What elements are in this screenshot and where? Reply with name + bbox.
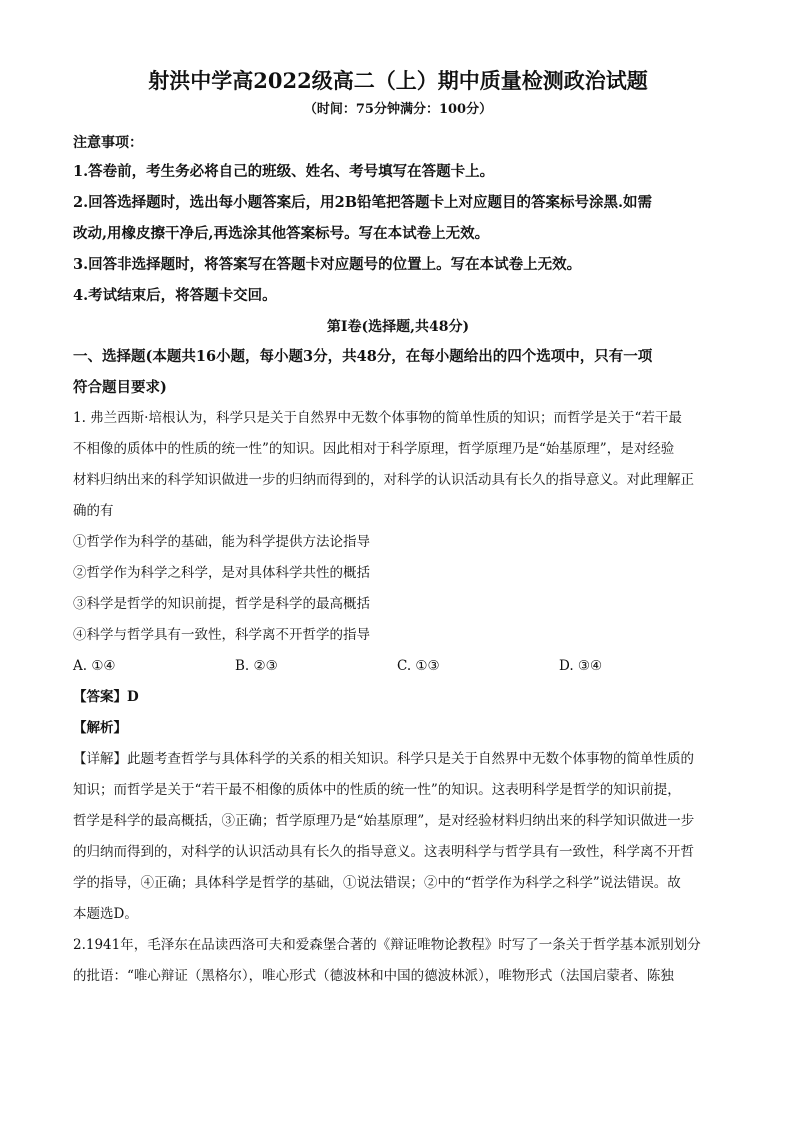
question-1: [73, 403, 723, 930]
question-stem-line: 不相像的质体中的性质的统一性”的知识。因此相对于科学原理，哲学原理乃是“始基原理”，是对经验: [73, 441, 675, 457]
notice-item: 1.答卷前，考生务必将自己的班级、姓名、考号填写在答题卡上。: [73, 163, 495, 180]
question-stem-line: 材料归纳出来的科学知识做进一步的归纳而得到的，对科学的认识活动具有长久的指导意义。对此理解正: [73, 472, 694, 488]
question-stem-line: 2.1941年，毛泽东在品读西洛可夫和爱森堡合著的《辩证唯物论教程》时写了一条关于哲学基本派别划分: [73, 937, 701, 953]
notice-heading: 注意事项：: [73, 135, 143, 151]
detail-line: 本题选D。: [73, 906, 138, 922]
section-title: 第Ⅰ卷(选择题,共48分): [326, 319, 470, 335]
exam-page: [73, 60, 723, 992]
option-b: B. ②③: [235, 658, 278, 674]
question-2: [73, 930, 723, 992]
detail-line: 【详解】此题考查哲学与具体科学的关系的相关知识。科学只是关于自然界中无数个体事物的简单性质的: [73, 751, 694, 767]
notice-item: 改动,用橡皮擦干净后,再选涂其他答案标号。写在本试卷上无效。: [73, 225, 490, 242]
statement-item: ②哲学作为科学之科学，是对具体科学共性的概括: [73, 565, 370, 581]
question-stem-line: 的批语：“唯心辩证（黑格尔），唯心形式（德波林和中国的德波林派），唯物形式（法国启蒙者、陈独: [73, 968, 674, 984]
detail-line: 哲学是科学的最高概括，③正确；哲学原理乃是“始基原理”，是对经验材料归纳出来的科学知识做进一步: [73, 813, 695, 829]
notice-item: 2.回答选择题时，选出每小题答案后，用2B铅笔把答题卡上对应题目的答案标号涂黑.如需: [73, 194, 653, 211]
question-stem-line: 确的有: [73, 503, 114, 519]
option-d: D. ③④: [559, 658, 603, 674]
section-desc-line: 符合题目要求): [73, 379, 167, 396]
section-desc-line: 一、选择题(本题共16小题，每小题3分，共48分，在每小题给出的四个选项中，只有一项: [73, 348, 653, 365]
analysis-label: 【解析】: [73, 720, 127, 736]
notice-block: [73, 130, 723, 311]
page-title: 射洪中学高2022级高二（上）期中质量检测政治试题: [148, 68, 648, 93]
answer-label: 【答案】D: [73, 689, 139, 705]
notice-item: 4.考试结束后，将答题卡交回。: [73, 287, 277, 304]
statement-item: ③科学是哲学的知识前提，哲学是科学的最高概括: [73, 596, 370, 612]
detail-line: 的归纳而得到的，对科学的认识活动具有长久的指导意义。这表明科学与哲学具有一致性，科学离不开哲: [73, 844, 694, 860]
page-subtitle: （时间：75分钟满分：100分）: [303, 102, 493, 117]
detail-line: 学的指导，④正确；具体科学是哲学的基础，①说法错误；②中的“哲学作为科学之科学”说法错误。故: [73, 875, 681, 891]
statement-item: ④科学与哲学具有一致性，科学离不开哲学的指导: [73, 627, 370, 643]
option-c: C. ①③: [397, 658, 440, 674]
detail-line: 知识；而哲学是关于“若干最不相像的质体中的性质的统一性”的知识。这表明科学是哲学的知识前提，: [73, 782, 681, 798]
notice-item: 3.回答非选择题时，将答案写在答题卡对应题号的位置上。写在本试卷上无效。: [73, 256, 582, 273]
option-a: A. ①④: [73, 658, 116, 674]
options-row: [73, 651, 723, 682]
statement-item: ①哲学作为科学的基础，能为科学提供方法论指导: [73, 534, 370, 550]
question-stem-line: 1. 弗兰西斯·培根认为，科学只是关于自然界中无数个体事物的简单性质的知识；而哲学是关于“若干最: [73, 410, 682, 426]
